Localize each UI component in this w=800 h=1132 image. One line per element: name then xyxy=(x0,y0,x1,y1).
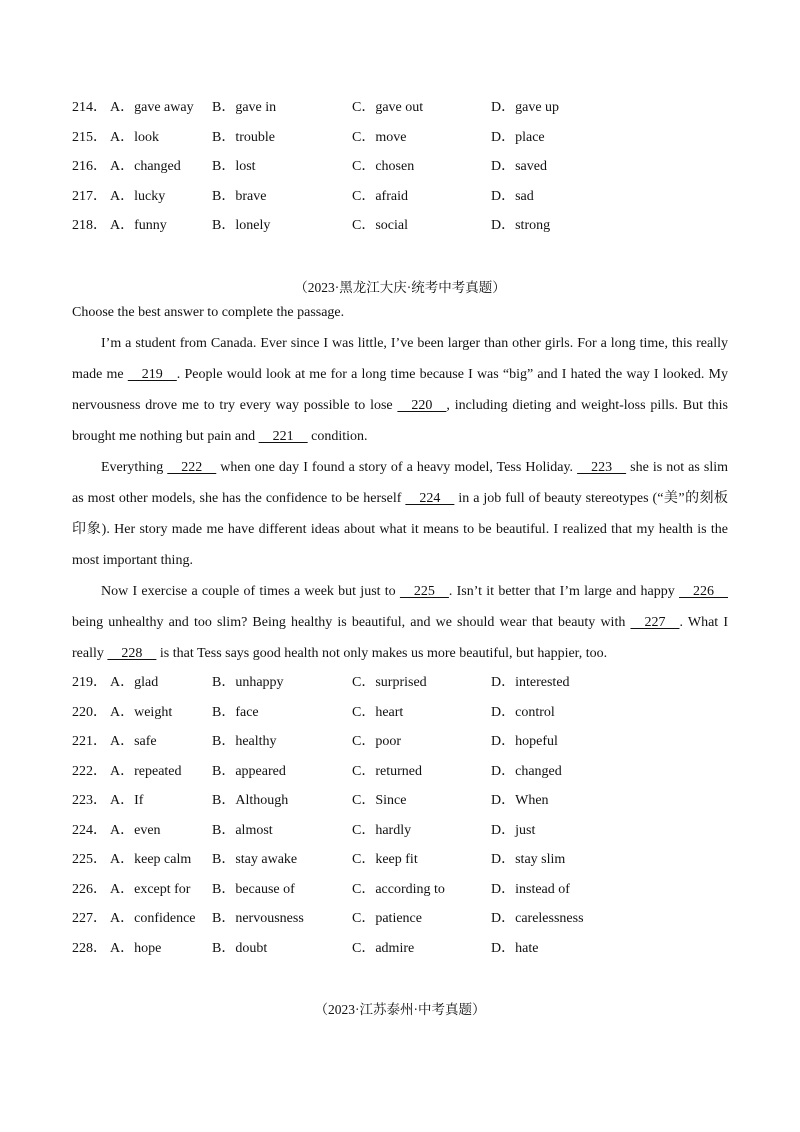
blank-220: 220 xyxy=(397,398,447,413)
question-list-bottom xyxy=(72,673,752,968)
option-d: D．strong xyxy=(491,218,551,233)
option-a: A．gave away xyxy=(110,100,194,115)
option-b: B．because of xyxy=(212,881,295,897)
blank-221: 221 xyxy=(258,429,308,444)
question-number: 215． xyxy=(72,129,107,145)
p2-text: in a job full of beauty stereotypes (“美”的刻板印象). Her story made me have different ideas about what it means to be beautiful. I realized that my health is the most important thing. xyxy=(72,491,729,568)
option-a: A．funny xyxy=(110,218,167,233)
option-d: D．control xyxy=(491,704,555,720)
option-b: B．doubt xyxy=(212,940,268,956)
option-c: C．heart xyxy=(352,704,404,720)
question-number: 220． xyxy=(72,704,107,720)
question-row xyxy=(72,187,752,217)
question-row xyxy=(72,880,752,910)
question-row xyxy=(72,821,752,851)
question-number: 214． xyxy=(72,100,107,115)
option-d: D．hopeful xyxy=(491,734,558,749)
p3-text: . Isn’t it better that I’m large and happy xyxy=(448,584,679,599)
option-d: D．sad xyxy=(491,188,534,204)
question-row xyxy=(72,157,752,187)
question-row xyxy=(72,939,752,969)
option-a: A．changed xyxy=(110,159,181,174)
option-b: B．nervousness xyxy=(212,911,304,926)
option-c: C．afraid xyxy=(352,188,408,204)
option-c: C．Since xyxy=(352,793,407,808)
option-a: A．look xyxy=(110,129,159,145)
question-number: 225． xyxy=(72,852,107,867)
option-d: D．carelessness xyxy=(491,911,584,926)
paragraph-3 xyxy=(72,576,728,669)
p3-text: . What I really xyxy=(72,615,728,661)
p2-text: Everything xyxy=(101,460,168,475)
option-a: A．repeated xyxy=(110,763,182,779)
question-number: 223． xyxy=(72,793,107,808)
p1-text: condition. xyxy=(307,429,368,444)
option-b: B．appeared xyxy=(212,763,286,779)
option-b: B．trouble xyxy=(212,129,275,145)
p3-text: is that Tess says good health not only makes us more beautiful, but happier, too. xyxy=(156,646,608,661)
question-row xyxy=(72,850,752,880)
question-row xyxy=(72,762,752,792)
question-number: 219． xyxy=(72,675,107,690)
option-b: B．gave in xyxy=(212,100,277,115)
question-row xyxy=(72,791,752,821)
option-b: B．brave xyxy=(212,188,267,204)
blank-222: 222 xyxy=(167,460,217,475)
question-row xyxy=(72,732,752,762)
p1-text: , including dieting and weight-loss pills. But this brought me nothing but pain and xyxy=(72,398,728,444)
option-a: A．lucky xyxy=(110,188,166,204)
option-c: C．keep fit xyxy=(352,852,418,867)
question-row xyxy=(72,128,752,158)
source-heading-2: （2023·江苏泰州·中考真题） xyxy=(314,1002,486,1017)
option-b: B．unhappy xyxy=(212,675,284,690)
instruction: Choose the best answer to complete the passage. xyxy=(72,305,345,320)
question-row xyxy=(72,673,752,703)
option-d: D．stay slim xyxy=(491,852,566,867)
option-a: A．even xyxy=(110,822,161,838)
question-number: 221． xyxy=(72,734,107,749)
option-d: D．instead of xyxy=(491,881,570,897)
source-heading: （2023·黑龙江大庆·统考中考真题） xyxy=(294,280,506,295)
option-b: B．face xyxy=(212,704,259,720)
question-row xyxy=(72,98,752,128)
p1-text: I’m a student from Canada. Ever since I was little, I’ve been larger than other girls. For a long time, this really made me xyxy=(72,336,728,382)
question-row xyxy=(72,909,752,939)
option-c: C．poor xyxy=(352,734,401,749)
option-b: B．almost xyxy=(212,822,273,838)
option-c: C．gave out xyxy=(352,100,424,115)
option-a: A．weight xyxy=(110,704,173,720)
blank-226: 226 xyxy=(679,584,728,599)
option-c: C．move xyxy=(352,129,407,145)
option-d: D．When xyxy=(491,793,549,808)
p3-text: Now I exercise a couple of times a week but just to xyxy=(101,584,400,599)
option-a: A．safe xyxy=(110,734,157,749)
option-c: C．admire xyxy=(352,940,415,956)
option-d: D．just xyxy=(491,822,536,838)
option-b: B．healthy xyxy=(212,734,277,749)
paragraph-1 xyxy=(72,328,728,452)
option-c: C．returned xyxy=(352,763,422,779)
blank-228: 228 xyxy=(107,646,157,661)
option-a: A．If xyxy=(110,793,144,808)
question-row xyxy=(72,703,752,733)
question-number: 228． xyxy=(72,940,107,956)
option-b: B．lonely xyxy=(212,218,271,233)
p3-text: being unhealthy and too slim? Being healthy is beautiful, and we should wear that beauty with xyxy=(72,615,631,630)
blank-224: 224 xyxy=(405,491,455,506)
option-a: A．confidence xyxy=(110,911,196,926)
option-a: A．keep calm xyxy=(110,852,192,867)
question-number: 217． xyxy=(72,188,107,204)
paragraph-2 xyxy=(72,452,728,576)
option-a: A．glad xyxy=(110,675,159,690)
option-d: D．interested xyxy=(491,675,570,690)
option-c: C．social xyxy=(352,218,408,233)
option-c: C．chosen xyxy=(352,159,415,174)
p1-text: . People would look at me for a long time because I was “big” and I hated the way I looked. My nervousness drove me to try every way possible to lose xyxy=(72,367,729,413)
option-d: D．saved xyxy=(491,159,547,174)
option-b: B．Although xyxy=(212,793,289,808)
option-c: C．patience xyxy=(352,911,422,926)
blank-223: 223 xyxy=(577,460,627,475)
question-row xyxy=(72,216,752,246)
option-b: B．stay awake xyxy=(212,852,298,867)
question-list-top xyxy=(72,98,752,246)
blank-227: 227 xyxy=(630,615,680,630)
blank-219: 219 xyxy=(127,367,177,382)
question-number: 226． xyxy=(72,881,107,897)
p2-text: she is not as slim as most other models, she has the confidence to be herself xyxy=(72,460,729,506)
option-d: D．gave up xyxy=(491,100,560,115)
question-number: 224． xyxy=(72,822,107,838)
question-number: 216． xyxy=(72,159,107,174)
p2-text: when one day I found a story of a heavy model, Tess Holiday. xyxy=(216,460,578,475)
option-d: D．changed xyxy=(491,763,562,779)
option-c: C．hardly xyxy=(352,822,412,838)
question-number: 222． xyxy=(72,763,107,779)
option-d: D．hate xyxy=(491,940,539,956)
question-number: 227． xyxy=(72,911,107,926)
option-d: D．place xyxy=(491,129,545,145)
option-c: C．surprised xyxy=(352,675,427,690)
option-b: B．lost xyxy=(212,159,256,174)
option-a: A．hope xyxy=(110,940,162,956)
question-number: 218． xyxy=(72,218,107,233)
blank-225: 225 xyxy=(399,584,449,599)
option-c: C．according to xyxy=(352,881,445,897)
option-a: A．except for xyxy=(110,881,191,897)
